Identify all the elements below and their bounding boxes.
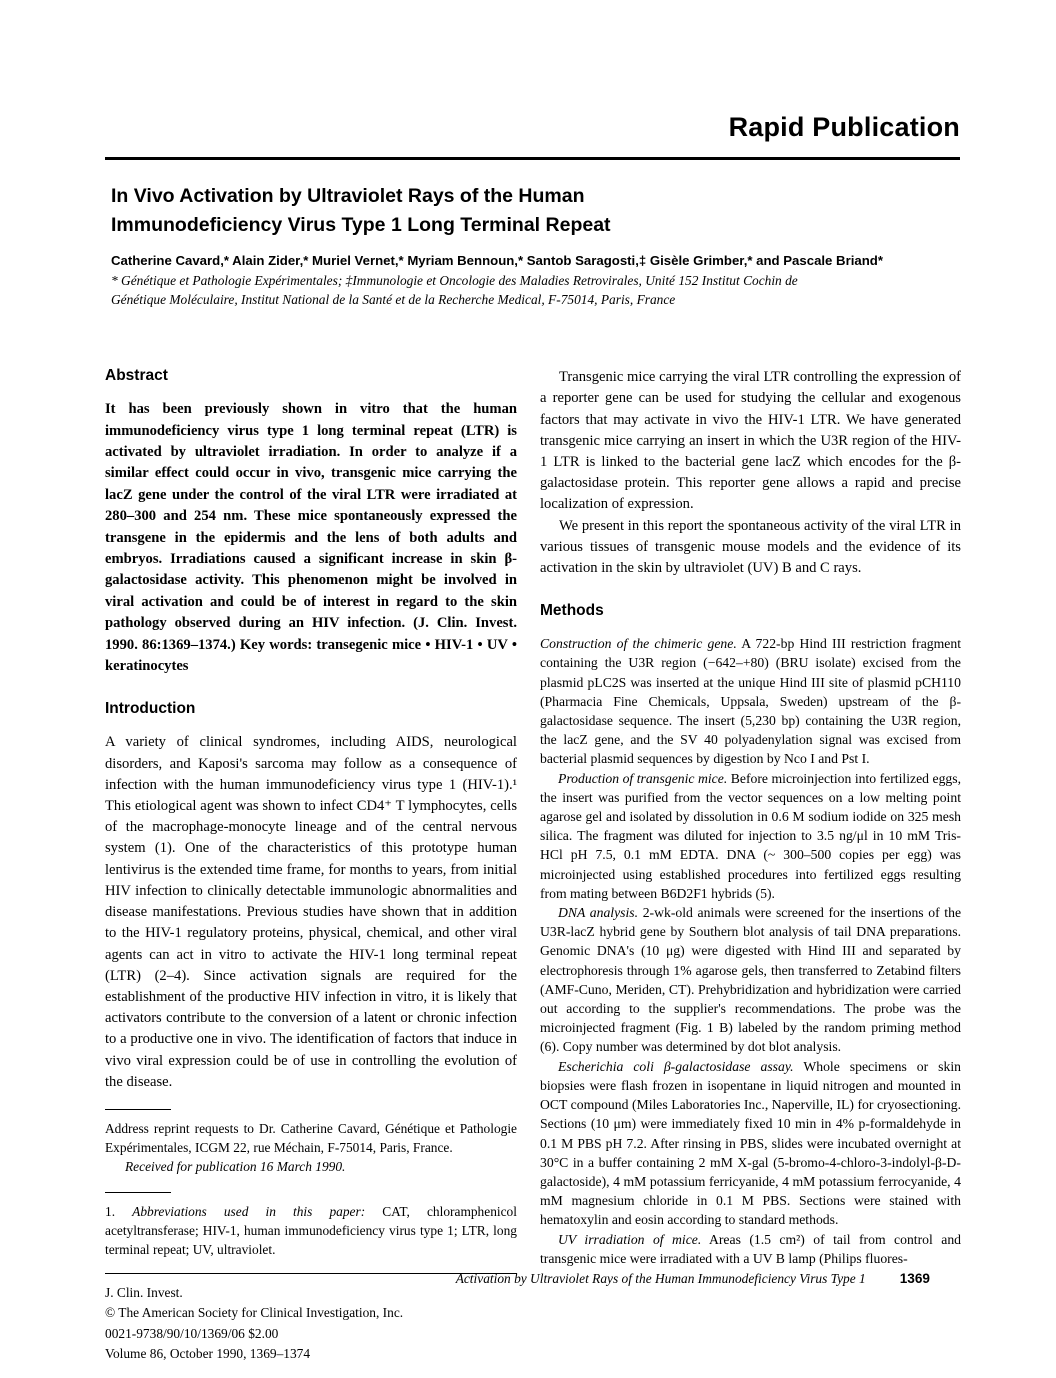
article-title-line1: In Vivo Activation by Ultraviolet Rays of the Human — [111, 185, 585, 207]
page-footer — [456, 1270, 930, 1288]
page-number: 1369 — [899, 1271, 930, 1286]
received-date-note: Received for publication 16 March 1990. — [125, 1158, 346, 1174]
issn-price-line: 0021-9738/90/10/1369/06 $2.00 — [105, 1325, 279, 1341]
introduction-paragraph: A variety of clinical syndromes, including AIDS, neurological disorders, and Kaposi's sarcoma may follow as a consequence of infection with the human immunodeficiency virus type 1 (HIV-1).¹ This etiological agent was shown to infect CD4⁺ T lymphocytes, cells of the macrophage-monocyte lineage and of the central nervous system (1). One of the characteristics of this prototype human lentivirus is the extended time frame, for months to years, from initial HIV infection to clinically detectable immunologic abnormalities and disease manifestations. Previous studies have shown that in addition to the HIV-1 regulatory proteins, physical, chemical, and other viral agents can act in vitro to activate the HIV-1 long terminal repeat (LTR) (2–4). Since activation signals are required for the establishment of the productive HIV infection in vitro, it is likely that activators contribute to the conversion of a latent or chronic infection to a productive one in vivo. The identification of factors that induce in vivo viral expression could be of use in controlling the evolution of the disease. — [105, 734, 517, 1090]
abstract-paragraph: It has been previously shown in vitro that the human immunodeficiency virus type 1 long terminal repeat (LTR) is activated by ultraviolet irradiation. In order to analyze if a similar effect could occur in vivo, transgenic mice carrying the lacZ gene under the control of the viral LTR were irradiated at 280–300 and 254 nm. These mice spontaneously expressed the transgene in the epidermis and the lens of both adults and embryos. Irradiations caused a significant increase in skin β-galactosidase activity. This phenomenon might be involved in viral activation and could be of interest in regard to the skin pathology observed during an HIV infection. (J. Clin. Invest. 1990. 86:1369–1374.) Key words: transegenic mice • HIV-1 • UV • keratinocytes — [105, 401, 517, 675]
running-title: Activation by Ultraviolet Rays of the Human Immunodeficiency Virus Type 1 — [455, 1271, 866, 1286]
author-list: Catherine Cavard,* Alain Zider,* Muriel Vernet,* Myriam Bennoun,* Santob Saragosti,‡ Gisèle Grimber,* and Pascale Briand* — [111, 253, 883, 268]
methods-paragraph-uv-irradiation — [540, 1230, 961, 1268]
intro-right-paragraph-2: We present in this report the spontaneous activity of the viral LTR in various tissues of transgenic mouse models and the evidence of its activation in the skin by ultraviolet (UV) B and C rays. — [540, 517, 961, 577]
methods-text-uv-irradiation: Areas (1.5 cm²) of tail from control and transgenic mice were irradiated with a UV B lamp (Philips fluores- — [540, 1231, 962, 1266]
abbreviations-footnote — [105, 1203, 517, 1259]
right-column — [540, 367, 961, 1365]
copyright-line: © The American Society for Clinical Investigation, Inc. — [105, 1305, 404, 1321]
methods-text-dna-analysis: 2-wk-old animals were screened for the insertions of the U3R-lacZ hybrid gene by Southern blot analysis of tail DNA preparations. Genomic DNA's (10 μg) were digested with Hind III and separated by electrophoresis through 1% agarose gels, then transferred to Zetabind filters (AMF-Cuno, Meriden, CT). Prehybridization and hybridization were carried out according to the supplier's recommendations. The probe was the microinjected fragment (Fig. 1 B) labeled by the random priming method (6). Copy number was determined by dot blot analysis. — [540, 905, 962, 1055]
abbreviations-text: CAT, chloramphenicol acetyltransferase; HIV-1, human immunodeficiency virus type 1; LTR, long terminal repeat; UV, ultraviolet. — [105, 1204, 517, 1257]
abbreviations-number: 1. — [105, 1204, 116, 1220]
methods-paragraph-dna-analysis — [540, 903, 961, 1057]
intro-right-paragraph-1: Transgenic mice carrying the viral LTR controlling the expression of a reporter gene can be used for studying the cellular and exogenous factors that may activate in vivo the HIV-1 LTR. We have generated transgenic mice carrying an insert in which the U3R region of the HIV-1 LTR is linked to the bacterial gene lacZ which encodes for the β-galactosidase protein. This reporter gene allows a rapid and precise localization of expression. — [540, 369, 961, 513]
methods-paragraph-bgal-assay — [540, 1057, 961, 1230]
header-rule — [105, 157, 960, 160]
methods-lead-production: Production of transgenic mice. — [558, 770, 728, 786]
affiliation — [111, 272, 960, 309]
methods-lead-construction: Construction of the chimeric gene. — [540, 636, 737, 652]
two-column-body — [105, 367, 960, 1365]
reprint-request-note: Address reprint requests to Dr. Catherine Cavard, Génétique et Pathologie Expérimentales, ICGM 22, rue Méchain, F-75014, Paris, France. — [105, 1120, 517, 1155]
methods-paragraph-production — [540, 769, 961, 903]
rapid-publication-banner: Rapid Publication — [728, 112, 960, 142]
footnote-block — [105, 1109, 517, 1365]
methods-text-construction: A 722-bp Hind III restriction fragment containing the U3R region (−642–+80) (BRU isolate) excised from the plasmid pLC2S was inserted at the unique Hind III site of plasmid pCH110 (Pharmacia Fine Chemicals, Uppsala, Sweden) upstream of the β-galactosidase sequence. The insert (5,230 bp) containing the U3R region, the lacZ gene, and the SV 40 polyadenylation signal was excised from bacterial plasmid sequences by digestion by Nco I and Pst I. — [540, 636, 961, 767]
methods-text-bgal-assay: Whole specimens or skin biopsies were flash frozen in isopentane in liquid nitrogen and mounted in OCT compound (Miles Laboratories Inc., Naperville, IL) for cryosectioning. Sections (10 μm) were immediately fixed 10 min in 4% p-formaldehyde in 0.1 M PBS pH 7.2. After rinsing in PBS, slides were incubated overnight at 30°C in a buffer containing 2 mM X-gal (5-bromo-4-chloro-3-indolyl-β-D-galactoside), 4 mM potassium ferricyanide, 4 mM potassium ferrocyanide, 4 mM magnesium chloride in 0.1 M PBS. Sections were stained with hematoxylin and eosin according to standard methods. — [540, 1058, 961, 1228]
journal-name: J. Clin. Invest. — [105, 1284, 183, 1300]
footnote-rule-1 — [105, 1109, 171, 1110]
abstract-heading: Abstract — [105, 367, 168, 385]
methods-lead-uv-irradiation: UV irradiation of mice. — [558, 1231, 702, 1247]
volume-line: Volume 86, October 1990, 1369–1374 — [105, 1346, 311, 1362]
article-title — [111, 182, 960, 240]
affiliation-line2: Génétique Moléculaire, Institut National de la Santé et de la Recherche Medical, F-75014, Paris, France — [111, 291, 676, 307]
methods-text-production: Before microinjection into fertilized eggs, the insert was purified from the vector sequences on a low melting point agarose gel and isolated by dissolution in 0.6 M sodium iodide on 325 mesh silica. The fragment was diluted for injection to 3.5 ng/μl in 10 mM Tris-HCl pH 7.5, 0.1 mM EDTA. DNA (~ 300–500 copies per egg) was microinjected using established procedures into fertilized eggs resulting from mating between B6D2F1 hybrids (5). — [540, 770, 962, 901]
affiliation-line1: * Génétique et Pathologie Expérimentales; ‡Immunologie et Oncologie des Maladies Retrovirales, Unité 152 Institut Cochin de — [111, 273, 798, 288]
methods-lead-dna-analysis: DNA analysis. — [558, 905, 639, 921]
methods-heading: Methods — [540, 602, 604, 620]
footnote-rule-2 — [105, 1192, 171, 1193]
methods-paragraph-construction — [540, 634, 961, 768]
abbreviations-lead: Abbreviations used in this paper: — [132, 1204, 366, 1220]
article-title-line2: Immunodeficiency Virus Type 1 Long Terminal Repeat — [111, 214, 611, 236]
introduction-heading: Introduction — [105, 700, 196, 718]
left-column — [105, 367, 517, 1365]
methods-lead-bgal-assay: Escherichia coli β-galactosidase assay. — [558, 1058, 794, 1074]
